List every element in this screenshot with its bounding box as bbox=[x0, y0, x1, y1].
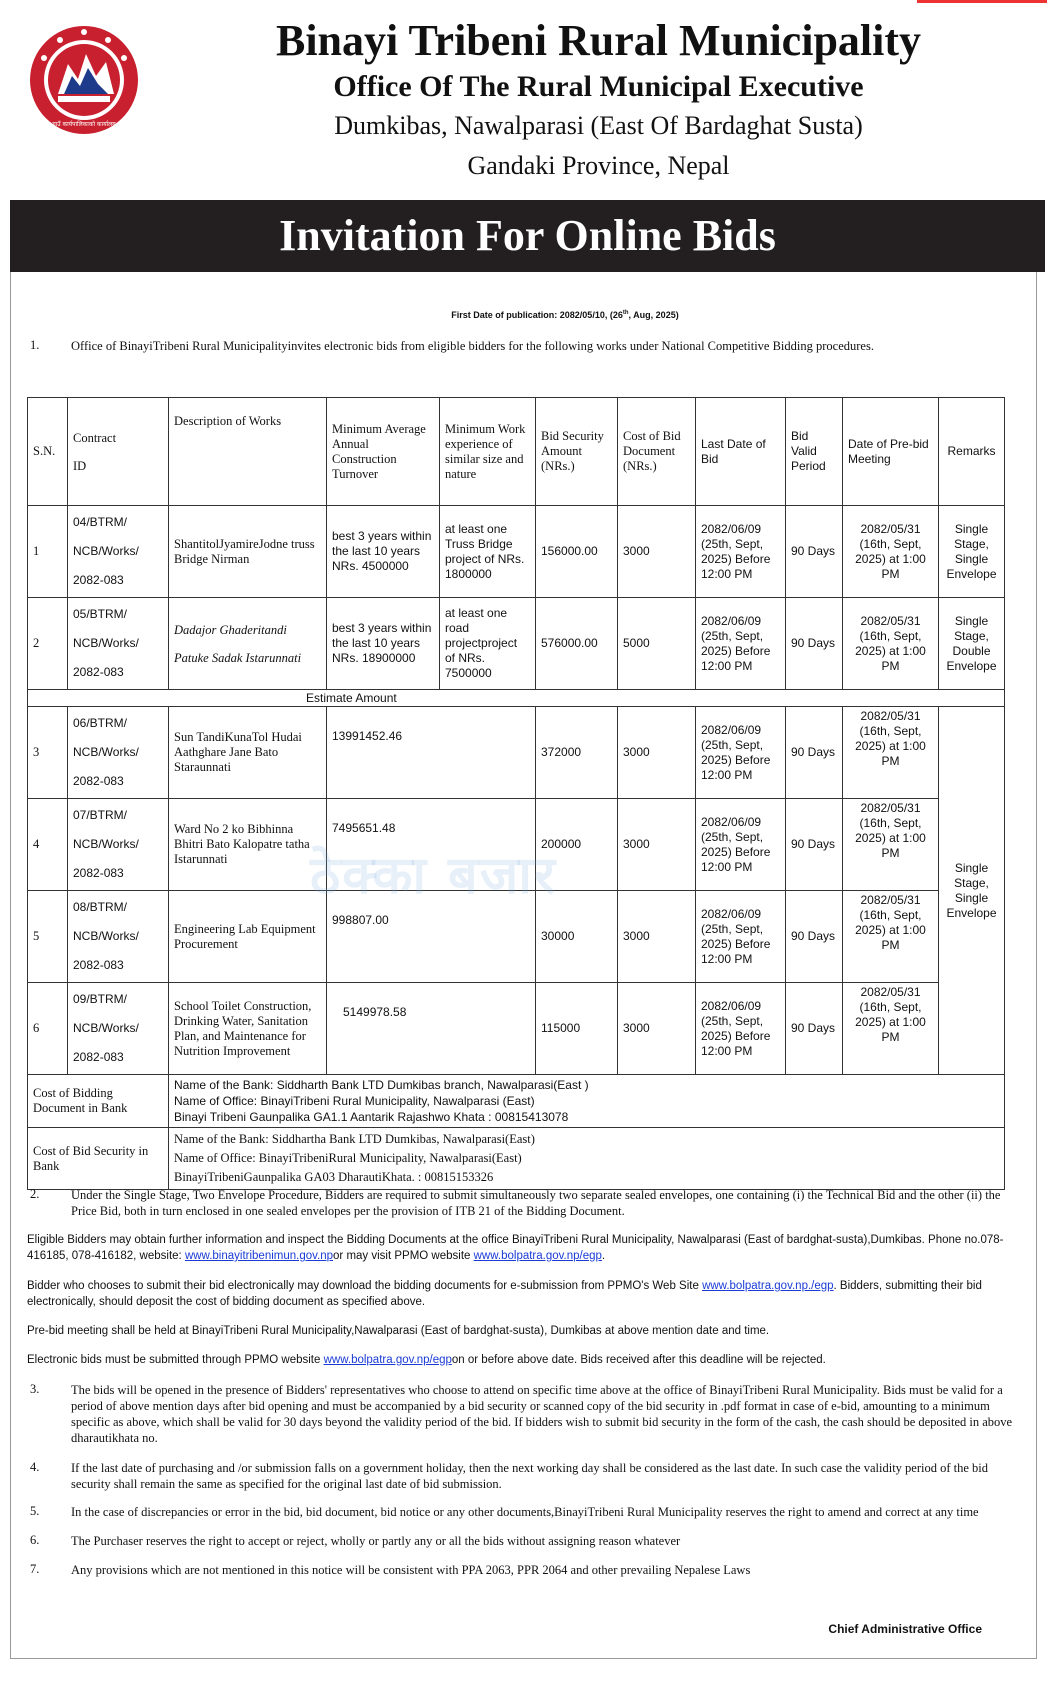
row-last-date: 2082/06/09 (25th, Sept, 2025) Before 12:00 PM bbox=[696, 891, 786, 983]
row-valid-period: 90 Days bbox=[786, 799, 843, 891]
row-security: 200000 bbox=[536, 799, 618, 891]
letterhead bbox=[150, 14, 1047, 186]
row-experience: at least one Truss Bridge project of NRs. 1800000 bbox=[440, 506, 536, 598]
download-note: Bidder who chooses to submit their bid electronically may download the bidding documents for e-submission from PPMO's Web Site www.bolpatra.gov.np./egp. Bidders, submitting their bid electronically, should deposit the cost of bidding document as specified above. bbox=[27, 1280, 982, 1308]
group-remarks: Single Stage, Single Envelope bbox=[939, 707, 1005, 1075]
row-security: 115000 bbox=[536, 983, 618, 1075]
bolpatra-link[interactable]: www.bolpatra.gov.np./egp bbox=[702, 1280, 834, 1292]
row-sn: 4 bbox=[28, 799, 68, 891]
row-security: 30000 bbox=[536, 891, 618, 983]
table-header-row bbox=[28, 398, 1005, 506]
row-description: Dadajor Ghaderitandi Patuke Sadak Istarunnati bbox=[169, 598, 327, 690]
notice-banner: Invitation For Online Bids bbox=[10, 200, 1045, 272]
row-contract-id: 06/BTRM/ NCB/Works/ 2082-083 bbox=[68, 707, 169, 799]
row-description: School Toilet Construction, Drinking Water, Sanitation Plan, and Maintenance for Nutrition Improvement bbox=[169, 983, 327, 1075]
row-prebid: 2082/05/31 (16th, Sept, 2025) at 1:00 PM bbox=[843, 506, 939, 598]
bids-table bbox=[27, 397, 1005, 1190]
watermark-text: ठेक्का बजार bbox=[310, 846, 558, 906]
para-number: 3. bbox=[30, 1382, 40, 1396]
row-sn: 3 bbox=[28, 707, 68, 799]
row-doc-cost: 3000 bbox=[618, 799, 696, 891]
signature-block: Chief Administrative Office bbox=[828, 1622, 982, 1636]
estimate-label: Estimate Amount bbox=[28, 690, 1005, 707]
paragraph-3: The bids will be opened in the presence of Bidders' representatives who choose to attend on specific time above at the office of BinayiTribeni Rural Municipality. Bids must be valid for a period of above mention days after bid opening and must be accompanied by a bid security or scanned copy of the bid security in .pdf format in case of e-bid, amounting to a minimum specific as above, which shall be valid for 30 days beyond the validity period of the bid. If bidders wish to submit bid security in the form of the cash, the cash should be deposited in above dharautikhata no. bbox=[71, 1383, 1013, 1445]
svg-text:गाउँ कार्यपालिकाको कार्यालय: गाउँ कार्यपालिकाको कार्यालय bbox=[52, 121, 116, 128]
row-valid-period: 90 Days bbox=[786, 707, 843, 799]
row-prebid: 2082/05/31 (16th, Sept, 2025) at 1:00 PM bbox=[843, 799, 939, 891]
header-description: Description of Works bbox=[169, 398, 327, 506]
table-row bbox=[28, 983, 1005, 1075]
table-row bbox=[28, 598, 1005, 690]
header-remarks: Remarks bbox=[939, 398, 1005, 506]
bank-row-label: Cost of Bidding Document in Bank bbox=[28, 1075, 169, 1128]
header-contract-id: Contract ID bbox=[68, 398, 169, 506]
province-line: Gandaki Province, Nepal bbox=[467, 151, 730, 180]
header-doc-cost: Cost of Bid Document (NRs.) bbox=[618, 398, 696, 506]
paragraph-7: Any provisions which are not mentioned in this notice will be consistent with PPA 2063, PPR 2064 and other prevailing Nepalese Laws bbox=[71, 1563, 751, 1577]
row-contract-id: 07/BTRM/ NCB/Works/ 2082-083 bbox=[68, 799, 169, 891]
row-security: 576000.00 bbox=[536, 598, 618, 690]
header-prebid: Date of Pre-bid Meeting bbox=[843, 398, 939, 506]
paragraph-5: In the case of discrepancies or error in the bid, bid document, bid notice or any other documents,BinayiTribeni Rural Municipality reserves the right to amend and correct at any time bbox=[71, 1505, 979, 1519]
header-experience: Minimum Work experience of similar size and nature bbox=[440, 398, 536, 506]
row-description: Sun TandiKunaTol Hudai Aathghare Jane Bato Staraunnati bbox=[169, 707, 327, 799]
row-doc-cost: 3000 bbox=[618, 506, 696, 598]
egp-link[interactable]: www.bolpatra.gov.np/egp bbox=[323, 1354, 452, 1366]
row-experience: at least one road projectproject of NRs. 7500000 bbox=[440, 598, 536, 690]
row-security: 156000.00 bbox=[536, 506, 618, 598]
row-estimate: 998807.00 bbox=[327, 891, 536, 983]
row-valid-period: 90 Days bbox=[786, 983, 843, 1075]
table-row bbox=[28, 707, 1005, 799]
bank-row-label: Cost of Bid Security in Bank bbox=[28, 1128, 169, 1190]
table-row bbox=[28, 506, 1005, 598]
row-valid-period: 90 Days bbox=[786, 598, 843, 690]
electronic-bids-note: Electronic bids must be submitted through PPMO website www.bolpatra.gov.np/egpon or before above date. Bids received after this deadline will be rejected. bbox=[27, 1354, 826, 1366]
row-sn: 2 bbox=[28, 598, 68, 690]
row-prebid: 2082/05/31 (16th, Sept, 2025) at 1:00 PM bbox=[843, 598, 939, 690]
top-accent-line bbox=[917, 0, 1047, 3]
para-number: 7. bbox=[30, 1562, 40, 1576]
row-doc-cost: 3000 bbox=[618, 891, 696, 983]
row-estimate: 7495651.48 bbox=[327, 799, 536, 891]
header-valid-period: Bid Valid Period bbox=[786, 398, 843, 506]
row-security: 372000 bbox=[536, 707, 618, 799]
bank-row-details: Name of the Bank: Siddharth Bank LTD Dumkibas branch, Nawalparasi(East ) Name of Office: BinayiTribeni Rural Municipality, Nawalparasi (East) Binayi Tribeni Gaunpalika GA1.1 Aantarik Rajashwo Khata : 00815413078 bbox=[169, 1075, 1005, 1128]
row-contract-id: 05/BTRM/ NCB/Works/ 2082-083 bbox=[68, 598, 169, 690]
row-turnover: best 3 years within the last 10 years NRs. 18900000 bbox=[327, 598, 440, 690]
row-remarks: Single Stage, Double Envelope bbox=[939, 598, 1005, 690]
row-last-date: 2082/06/09 (25th, Sept, 2025) Before 12:00 PM bbox=[696, 506, 786, 598]
bank-row bbox=[28, 1075, 1005, 1128]
bank-row bbox=[28, 1128, 1005, 1190]
office-title: Office Of The Rural Municipal Executive bbox=[333, 70, 864, 103]
row-sn: 1 bbox=[28, 506, 68, 598]
publication-date: First Date of publication: 2082/05/10, (26th, Aug, 2025) bbox=[451, 310, 679, 320]
row-prebid: 2082/05/31 (16th, Sept, 2025) at 1:00 PM bbox=[843, 983, 939, 1075]
row-doc-cost: 3000 bbox=[618, 707, 696, 799]
row-contract-id: 09/BTRM/ NCB/Works/ 2082-083 bbox=[68, 983, 169, 1075]
address-line: Dumkibas, Nawalparasi (East Of Bardaghat Susta) bbox=[334, 111, 863, 140]
row-turnover: best 3 years within the last 10 years NRs. 4500000 bbox=[327, 506, 440, 598]
header-last-date: Last Date of Bid bbox=[696, 398, 786, 506]
estimate-divider-row bbox=[28, 690, 1005, 707]
row-estimate: 13991452.46 bbox=[327, 707, 536, 799]
para-number: 6. bbox=[30, 1533, 40, 1547]
row-sn: 6 bbox=[28, 983, 68, 1075]
row-remarks: Single Stage, Single Envelope bbox=[939, 506, 1005, 598]
bank-row-details: Name of the Bank: Siddhartha Bank LTD Dumkibas, Nawalparasi(East) Name of Office: BinayiTribeniRural Municipality, Nawalparasi(East) BinayiTribeniGaunpalika GA03 DharautiKhata. : 00815153326 bbox=[169, 1128, 1005, 1190]
row-prebid: 2082/05/31 (16th, Sept, 2025) at 1:00 PM bbox=[843, 707, 939, 799]
row-doc-cost: 3000 bbox=[618, 983, 696, 1075]
paragraph-4: If the last date of purchasing and /or submission falls on a government holiday, then the next working day shall be considered as the last date. In such case the validity period of the bid security shall remain the same as specified for the original last date of bid submission. bbox=[71, 1461, 989, 1491]
para-number: 4. bbox=[30, 1460, 40, 1474]
para-number: 5. bbox=[30, 1504, 40, 1518]
municipality-title: Binayi Tribeni Rural Municipality bbox=[275, 16, 922, 65]
row-doc-cost: 5000 bbox=[618, 598, 696, 690]
row-description: ShantitolJyamireJodne truss Bridge Nirman bbox=[169, 506, 327, 598]
header-turnover: Minimum Average Annual Construction Turnover bbox=[327, 398, 440, 506]
intro-paragraph: Office of BinayiTribeni Rural Municipalityinvites electronic bids from eligible bidders for the following works under National Competitive Bidding procedures. bbox=[71, 339, 874, 353]
eligible-bidders-note: Eligible Bidders may obtain further information and inspect the Bidding Documents at the office BinayiTribeni Rural Municipality, Nawalparasi (East of bardghat-susta),Dumkibas. Phone no.078-416185, 078-416182, website: www.binayitribenimun.gov.npor may visit PPMO website www.bolpatra.gov.np/egp. bbox=[27, 1234, 1004, 1262]
row-last-date: 2082/06/09 (25th, Sept, 2025) Before 12:00 PM bbox=[696, 983, 786, 1075]
municipality-website-link[interactable]: www.binayitribenimun.gov.np bbox=[184, 1250, 334, 1262]
header-security: Bid Security Amount (NRs.) bbox=[536, 398, 618, 506]
row-description: Ward No 2 ko Bibhinna Bhitri Bato Kalopatre tatha Istarunnati bbox=[169, 799, 327, 891]
row-estimate: 5149978.58 bbox=[327, 983, 536, 1075]
row-last-date: 2082/06/09 (25th, Sept, 2025) Before 12:00 PM bbox=[696, 707, 786, 799]
row-last-date: 2082/06/09 (25th, Sept, 2025) Before 12:00 PM bbox=[696, 598, 786, 690]
paragraph-6: The Purchaser reserves the right to accept or reject, wholly or partly any or all the bids without assigning reason whatever bbox=[71, 1534, 681, 1548]
paragraph-2: Under the Single Stage, Two Envelope Procedure, Bidders are required to submit simultaneously two separate sealed envelopes, one containing (i) the Technical Bid and the other (ii) the Price Bid, both in turn enclosed in one sealed envelopes per the provision of ITB 21 of the Bidding Document. bbox=[71, 1188, 1001, 1218]
row-description: Engineering Lab Equipment Procurement bbox=[169, 891, 327, 983]
header-sn: S.N. bbox=[28, 398, 68, 506]
municipality-emblem-icon bbox=[28, 24, 140, 136]
ppmo-link[interactable]: www.bolpatra.gov.np/egp bbox=[473, 1250, 602, 1262]
row-contract-id: 04/BTRM/ NCB/Works/ 2082-083 bbox=[68, 506, 169, 598]
row-last-date: 2082/06/09 (25th, Sept, 2025) Before 12:00 PM bbox=[696, 799, 786, 891]
row-valid-period: 90 Days bbox=[786, 891, 843, 983]
row-contract-id: 08/BTRM/ NCB/Works/ 2082-083 bbox=[68, 891, 169, 983]
prebid-meeting-note: Pre-bid meeting shall be held at BinayiTribeni Rural Municipality,Nawalparasi (East of bardghat-susta), Dumkibas at above mention date and time. bbox=[27, 1325, 770, 1337]
row-prebid: 2082/05/31 (16th, Sept, 2025) at 1:00 PM bbox=[843, 891, 939, 983]
para-number: 2. bbox=[30, 1187, 40, 1201]
row-sn: 5 bbox=[28, 891, 68, 983]
row-valid-period: 90 Days bbox=[786, 506, 843, 598]
para-number: 1. bbox=[30, 338, 40, 352]
